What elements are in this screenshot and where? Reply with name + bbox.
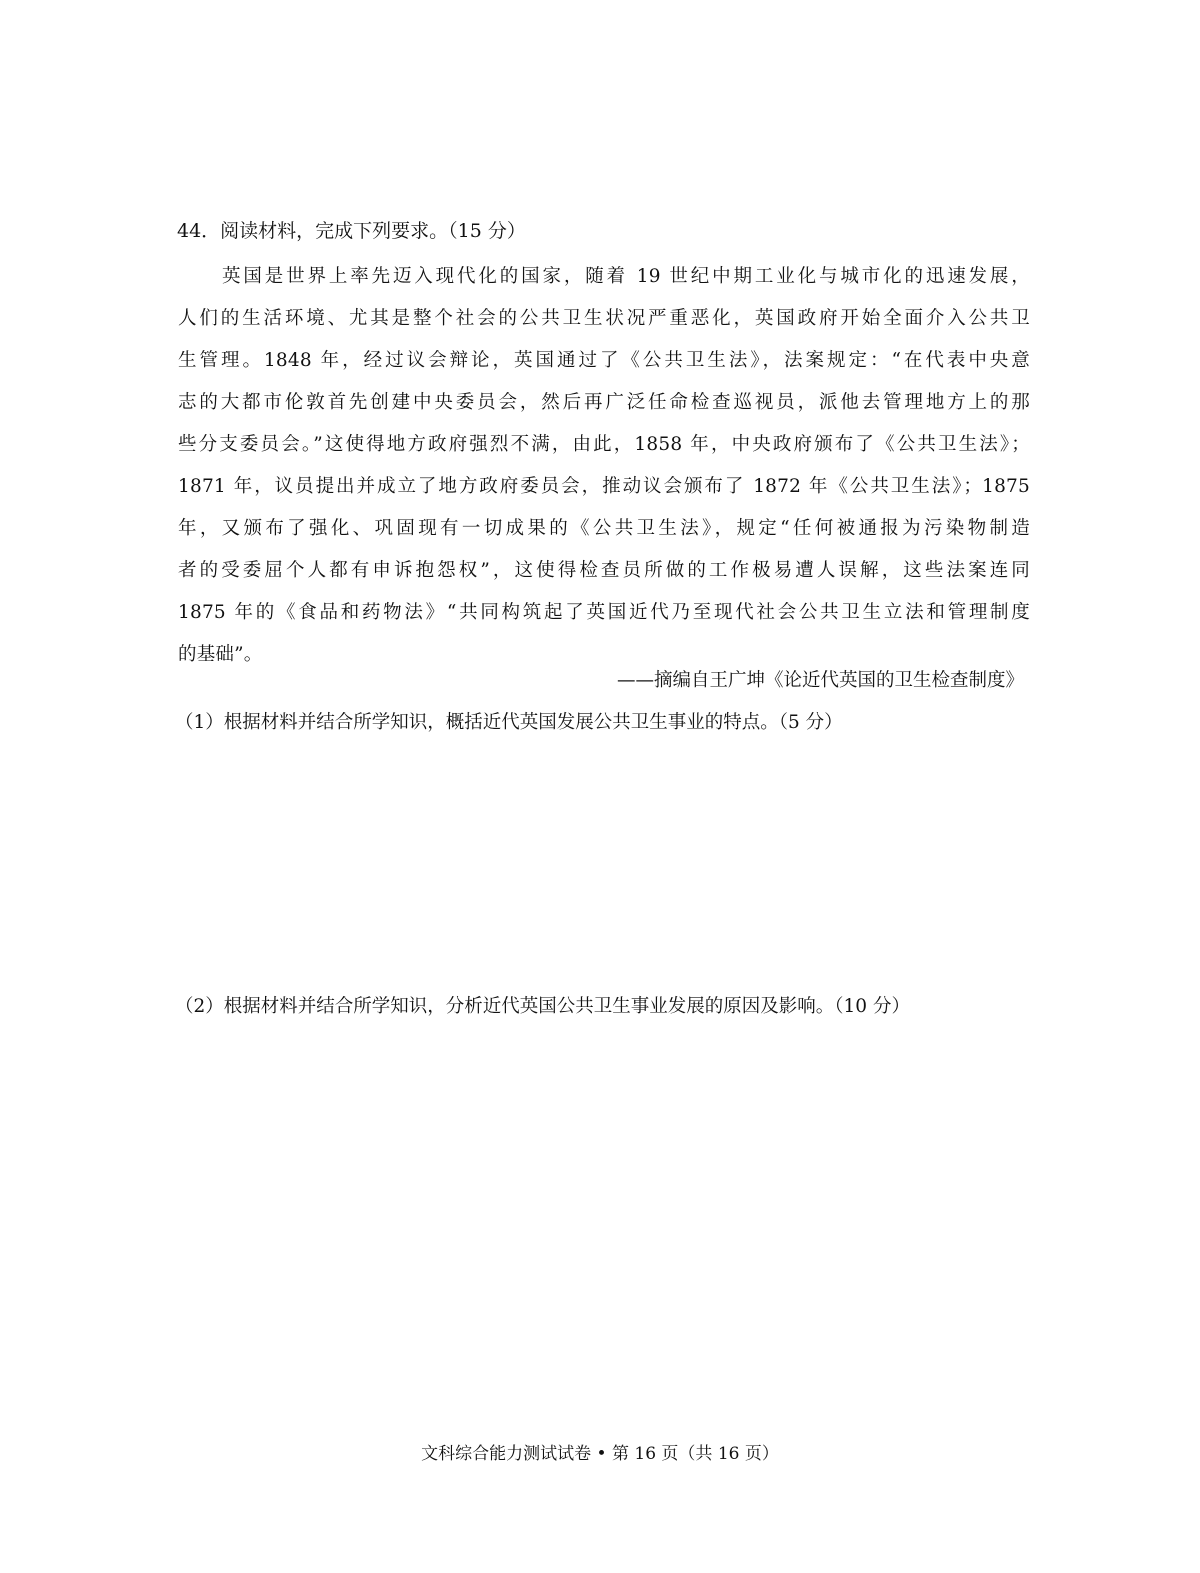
question-title: 44．阅读材料，完成下列要求。（15 分） [177, 220, 526, 242]
sub-question-1: （1）根据材料并结合所学知识，概括近代英国发展公共卫生事业的特点。（5 分） [175, 712, 843, 733]
material-line: 英国是世界上率先迈入现代化的国家，随着 19 世纪中期工业化与城市化的迅速发展， [222, 266, 1030, 287]
material-line: 的基础”。 [178, 644, 263, 665]
material-line: 1875 年的《食品和药物法》“共同构筑起了英国近代乃至现代社会公共卫生立法和管理制度 [178, 602, 1030, 623]
material-line: 年，又颁布了强化、巩固现有一切成果的《公共卫生法》，规定“任何被通报为污染物制造 [178, 518, 1030, 539]
material-line: 生管理。1848 年，经过议会辩论，英国通过了《公共卫生法》，法案规定：“在代表中央意 [178, 350, 1030, 371]
material-line: 者的受委屈个人都有申诉抱怨权”，这使得检查员所做的工作极易遭人误解，这些法案连同 [178, 560, 1030, 581]
material-line: 人们的生活环境、尤其是整个社会的公共卫生状况严重恶化，英国政府开始全面介入公共卫 [178, 308, 1030, 329]
material-line: 1871 年，议员提出并成立了地方政府委员会，推动议会颁布了 1872 年《公共卫生法》；1875 [178, 476, 1030, 497]
page-footer: 文科综合能力测试试卷 • 第 16 页（共 16 页） [421, 1444, 779, 1464]
material-line: 些分支委员会。”这使得地方政府强烈不满，由此，1858 年，中央政府颁布了《公共卫生法》； [178, 434, 1030, 455]
material-line: 志的大都市伦敦首先创建中央委员会，然后再广泛任命检查巡视员，派他去管理地方上的那 [178, 392, 1030, 413]
answer-area-2[interactable] [175, 1030, 1025, 1410]
material-passage [178, 256, 1030, 676]
answer-area-1[interactable] [175, 745, 1025, 980]
material-source: ——摘编自王广坤《论近代英国的卫生检查制度》 [616, 670, 1024, 691]
sub-question-2: （2）根据材料并结合所学知识，分析近代英国公共卫生事业发展的原因及影响。（10 分） [175, 996, 910, 1017]
